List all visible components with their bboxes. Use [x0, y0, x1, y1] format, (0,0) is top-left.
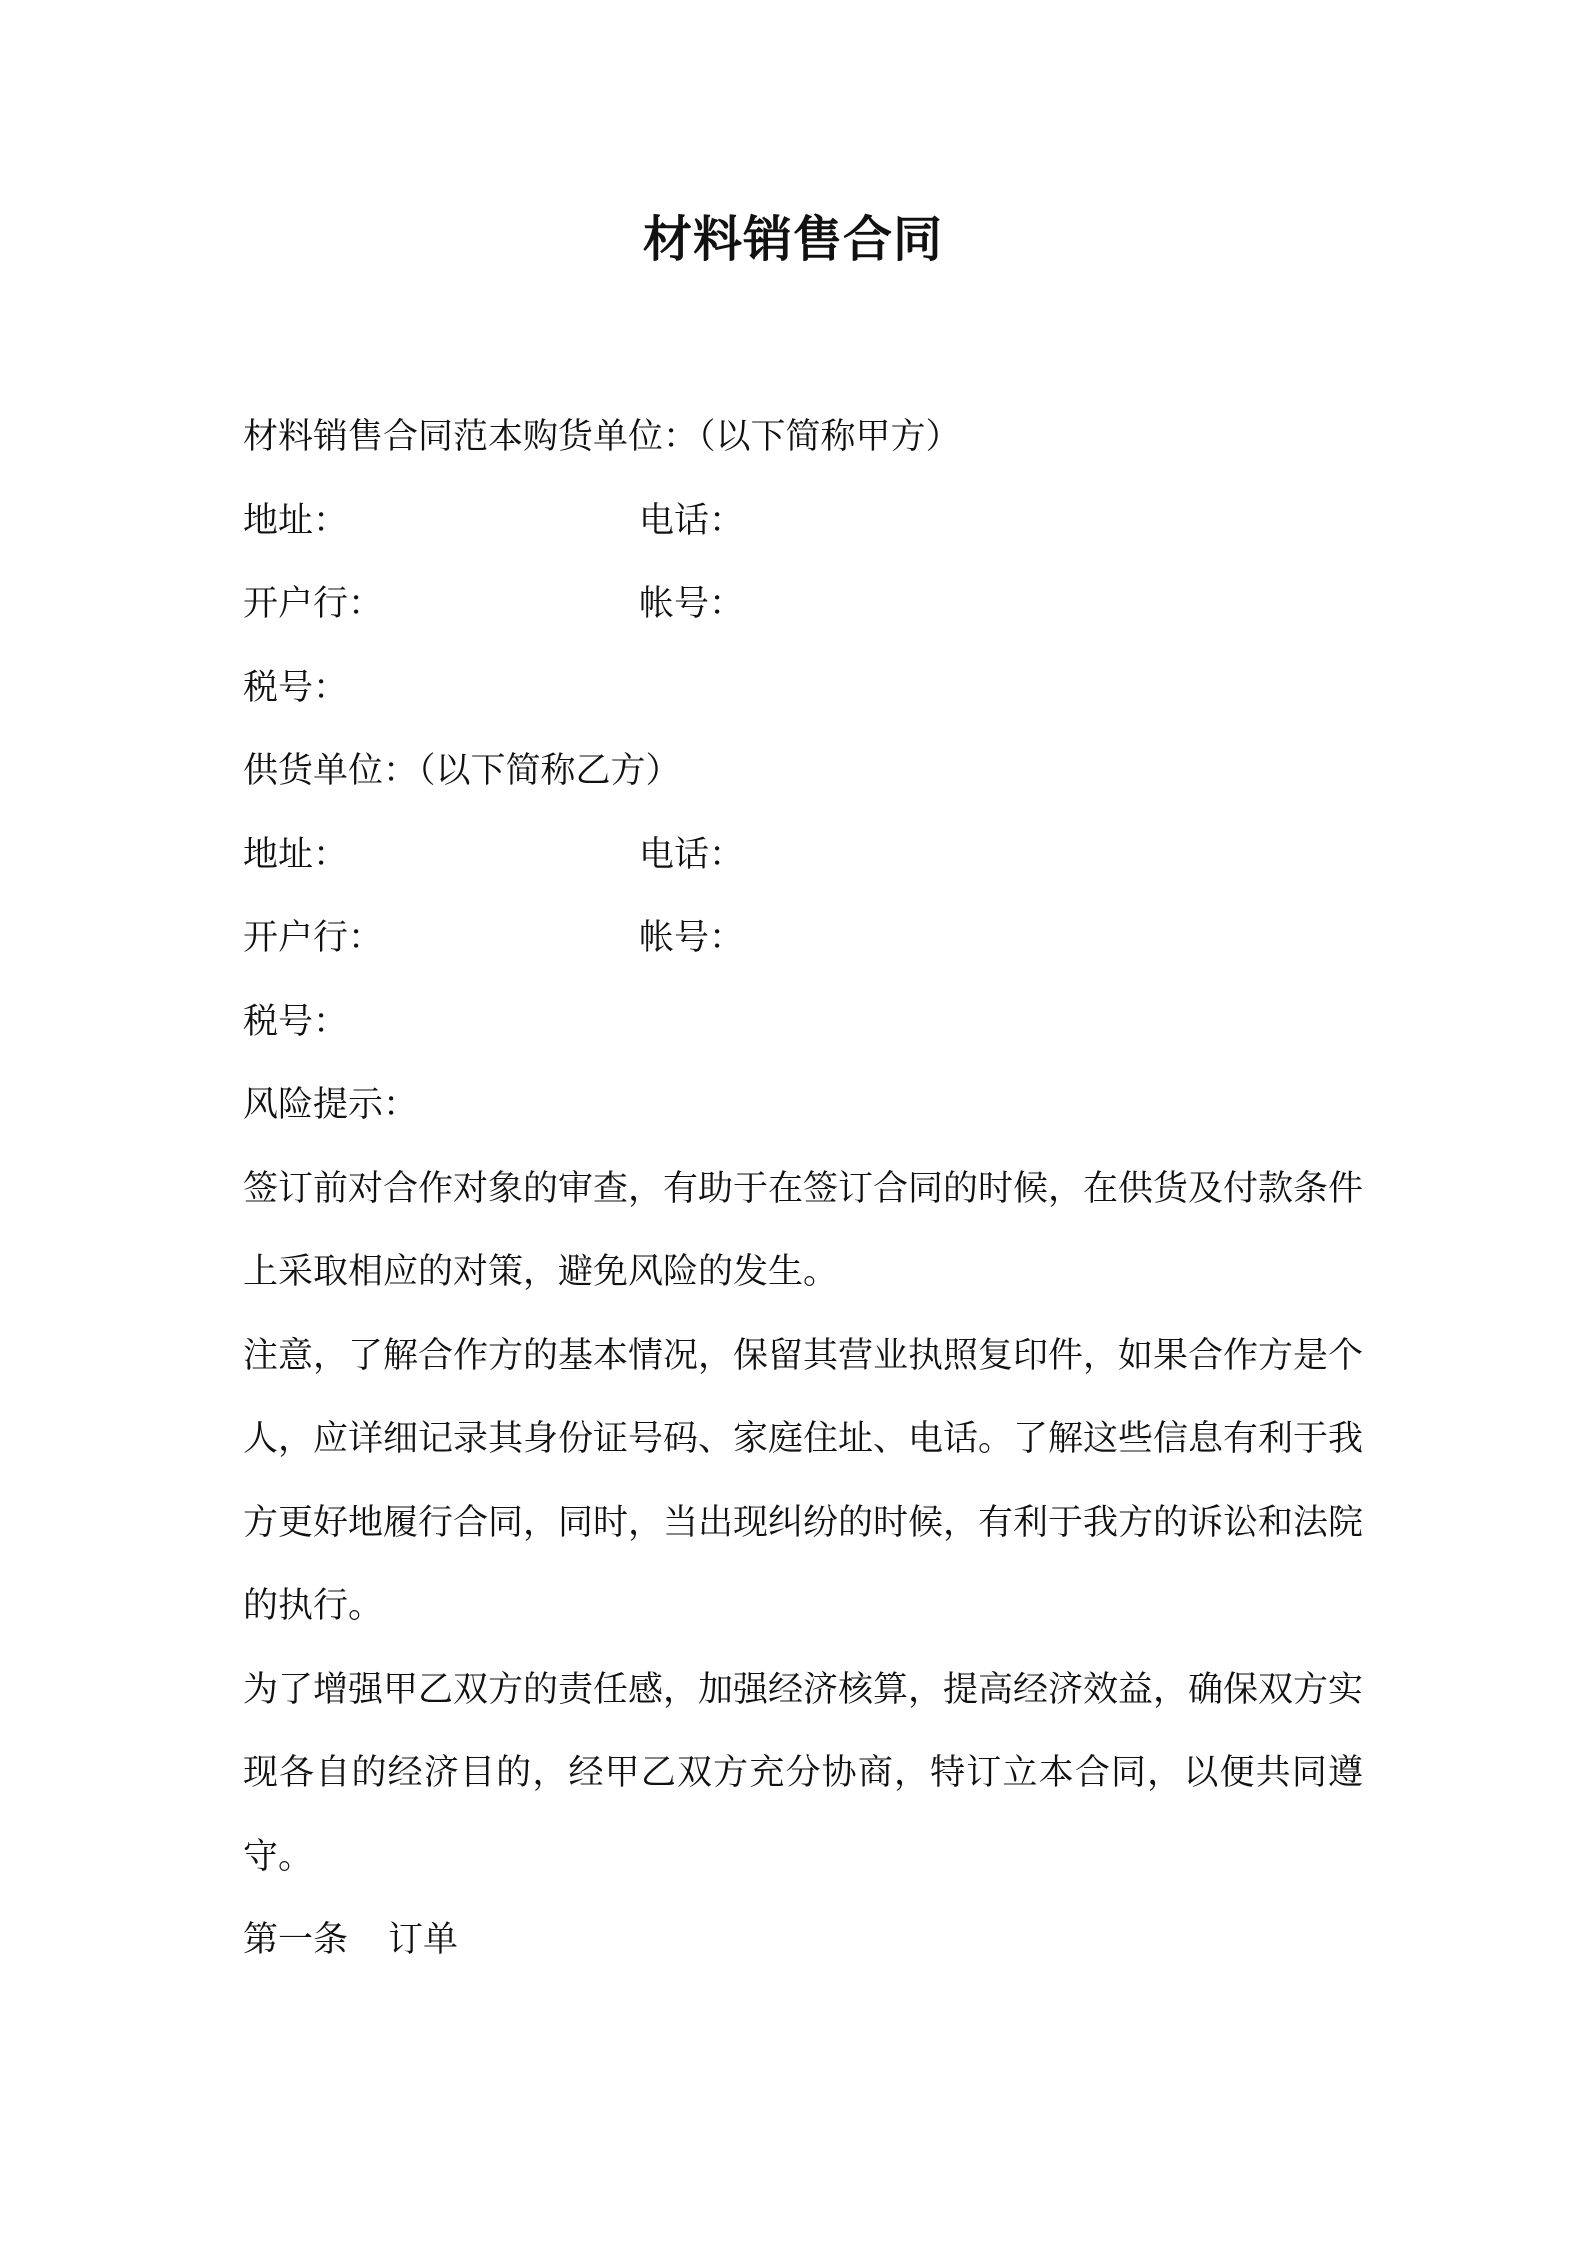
- seller-account-label: 帐号：: [639, 918, 745, 958]
- seller-phone-label: 电话：: [639, 834, 745, 875]
- buyer-address-row: [243, 480, 1363, 564]
- buyer-address-label: 地址：: [243, 500, 349, 541]
- seller-bank-row: [243, 897, 1363, 981]
- seller-address-label: 地址：: [243, 834, 349, 875]
- buyer-intro: 材料销售合同范本购货单位：（以下简称甲方）: [243, 417, 961, 457]
- document-body: [243, 396, 1363, 1983]
- seller-intro: 供货单位：（以下简称乙方）: [243, 751, 681, 791]
- buyer-phone-label: 电话：: [639, 500, 745, 541]
- seller-bank-label: 开户行：: [243, 918, 384, 958]
- article-1-heading: [243, 1899, 1363, 1983]
- risk-paragraph-2: 注意，了解合作方的基本情况，保留其营业执照复印件，如果合作方是个人，应详细记录其身份证号码、家庭住址、电话。了解这些信息有利于我方更好地履行合同，同时，当出现纠纷的时候，有利于我方的诉讼和法院的执行。: [243, 1335, 1364, 1626]
- seller-tax-row: [243, 981, 1363, 1065]
- risk-heading: 风险提示：: [243, 1085, 419, 1125]
- buyer-bank-row: [243, 563, 1363, 647]
- seller-address-row: [243, 814, 1363, 898]
- buyer-bank-label: 开户行：: [243, 584, 384, 624]
- seller-tax-label: 税号：: [243, 1001, 349, 1042]
- risk-paragraph-1: 签订前对合作对象的审查，有助于在签订合同的时候，在供货及付款条件上采取相应的对策，避免风险的发生。: [243, 1168, 1364, 1292]
- buyer-tax-label: 税号：: [243, 667, 349, 708]
- buyer-tax-row: [243, 647, 1363, 731]
- purpose-paragraph: 为了增强甲乙双方的责任感，加强经济核算，提高经济效益，确保双方实现各自的经济目的，经甲乙双方充分协商，特订立本合同，以便共同遵守。: [243, 1669, 1364, 1877]
- article-1-title: 订单: [388, 1920, 459, 1960]
- document-title: 材料销售合同: [642, 211, 943, 268]
- article-1-number: 第一条: [243, 1920, 349, 1960]
- buyer-account-label: 帐号：: [639, 584, 745, 624]
